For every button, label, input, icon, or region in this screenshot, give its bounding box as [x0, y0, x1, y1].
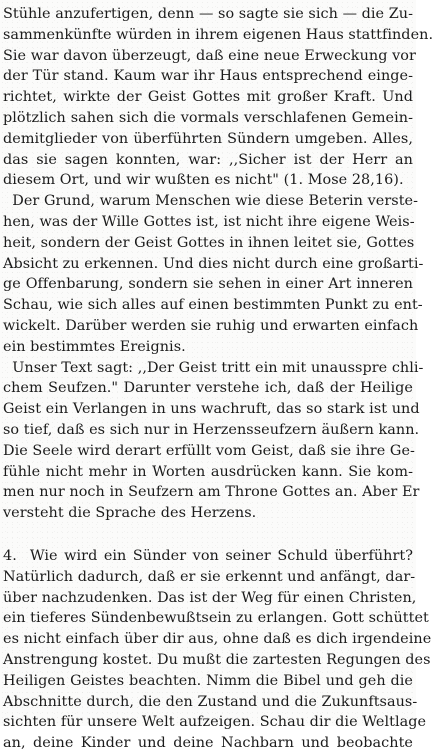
- paragraph-4: [3, 546, 432, 754]
- text-line: Anstrengung kostet. Du mußt die zartesten Regungen des: [3, 651, 431, 668]
- text-line: richtet, wirkte der Geist Gottes mit großer Kraft. Und: [3, 89, 413, 106]
- text-line: Sie war davon überzeugt, daß eine neue Erweckung vor: [3, 47, 416, 64]
- text-line: ein tieferes Sündenbewußtsein zu erlangen. Gott schüttet: [3, 610, 429, 627]
- text-line: ein bestimmtes Ereignis.: [3, 338, 186, 355]
- text-line: Geist ein Verlangen in uns wachruft, das so stark ist und: [3, 401, 420, 418]
- text-line: heit, sondern der Geist Gottes in ihnen leitet sie, Gottes: [3, 234, 415, 251]
- text-line: es nicht einfach über dir aus, ohne daß es dich irgendeine: [3, 631, 432, 648]
- paragraph-1: [3, 4, 433, 191]
- text-line: der Tür stand. Kaum war ihr Haus entsprechend einge-: [3, 68, 413, 85]
- text-line: Die Seele wird derart erfüllt vom Geist, daß sie ihre Ge-: [3, 442, 415, 459]
- text-line: Heiligen Geistes beachten. Nimm die Bibel und geh die: [3, 672, 413, 689]
- paragraph-2: [3, 191, 424, 357]
- text-line: demitglieder von überführten Sündern umgeben. Alles,: [3, 130, 413, 147]
- text-line: an, deine Kinder und deine Nachbarn und beobachte: [3, 735, 413, 752]
- text-line: plötzlich sahen sich die vormals verschlafenen Gemein-: [3, 109, 413, 126]
- text-line: chem Seufzen." Darunter verstehe ich, daß der Heilige: [3, 380, 413, 397]
- text-line: Natürlich dadurch, daß er sie erkennt und anfängt, dar-: [3, 568, 416, 585]
- text-line: Abschnitte durch, die den Zustand und die Zukunftsaus-: [3, 693, 418, 710]
- text-line: diesem Ort, und wir wußten es nicht" (1. Mose 28,16).: [3, 172, 404, 189]
- text-line: 4. Wie wird ein Sünder von seiner Schuld überführt?: [3, 547, 413, 564]
- text-line: Stühle anzufertigen, denn — so sagte sie sich — die Zu-: [3, 6, 414, 22]
- text-line: ge Offenbarung, sondern sie sehen in einer Art inneren: [3, 276, 413, 293]
- text-line: das sie sagen konnten, war: ,,Sicher ist der Herr an: [3, 151, 413, 168]
- section-gap: [3, 524, 413, 546]
- text-line: versteht die Sprache des Herzens.: [3, 505, 257, 522]
- text-line: wickelt. Darüber werden sie ruhig und erwarten einfach: [3, 317, 419, 334]
- text-line: über nachzudenken. Das ist der Weg für einen Christen,: [3, 589, 417, 606]
- text-line: sichten für unsere Welt aufzeigen. Schau dir die Weltlage: [3, 714, 427, 731]
- text-line: Der Grund, warum Menschen wie diese Beterin verste-: [3, 193, 419, 210]
- text-line: so tief, daß es sich nur in Herzensseufzern äußern kann.: [3, 421, 420, 438]
- text-line: Absicht zu erkennen. Und dies nicht durch eine großarti-: [3, 255, 424, 272]
- text-line: sammenkünfte würden in ihrem eigenen Haus stattfinden.: [3, 26, 433, 43]
- text-line: men nur noch in Seufzern am Throne Gottes an. Aber Er: [3, 484, 420, 501]
- text-line: fühle nicht mehr in Worten ausdrücken kann. Sie kom-: [3, 463, 413, 480]
- paragraph-3: [3, 358, 424, 524]
- text-line: hen, was der Wille Gottes ist, ist nicht ihre eigene Weis-: [3, 213, 415, 230]
- body-text: [3, 4, 433, 754]
- text-line: Schau, wie sich alles auf einen bestimmten Punkt zu ent-: [3, 297, 423, 314]
- text-line: Unser Text sagt: ,,Der Geist tritt ein mit unausspre chli-: [3, 359, 424, 376]
